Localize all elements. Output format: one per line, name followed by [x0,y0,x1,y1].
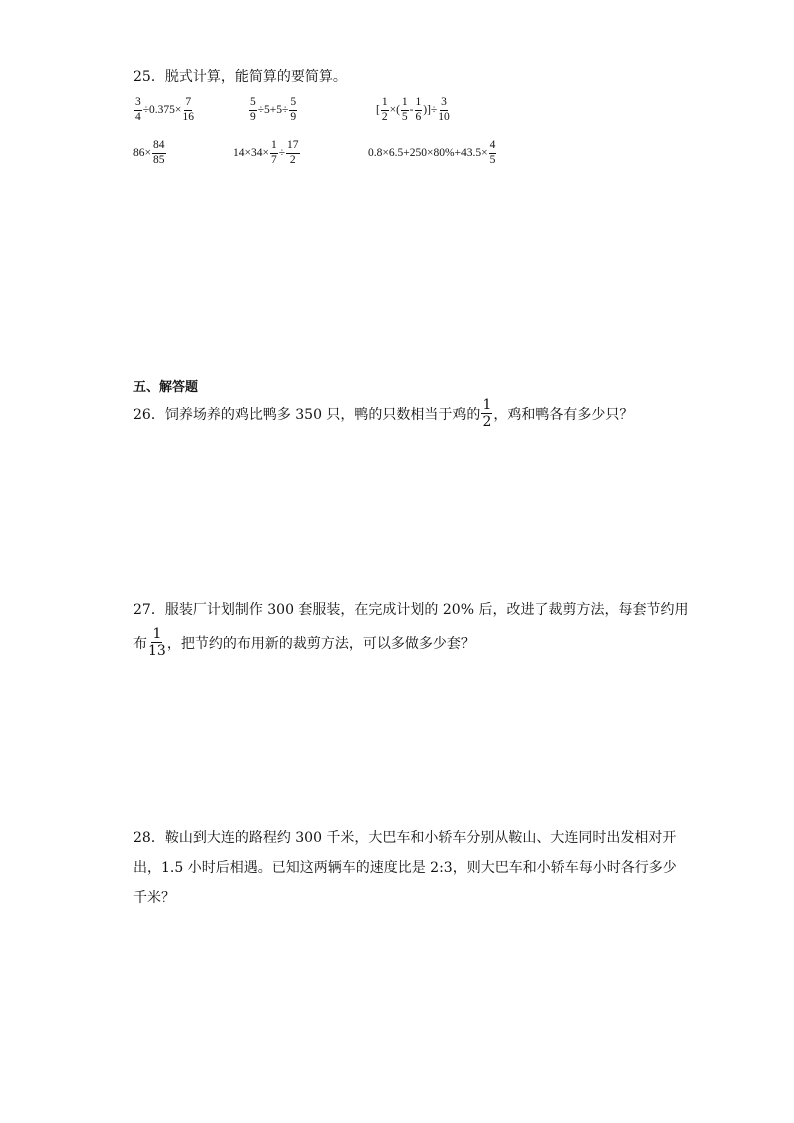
q28-line-1: 28．鞍山到大连的路程约 300 千米，大巴车和小轿车分别从鞍山、大连同时出发相对开 [133,830,677,846]
q25-expr-2: $\frac{5}{9}$ ÷5+5÷ $\frac{5}{9}$ [250,96,297,123]
q25-expr-3: [ $\frac{1}{2}$ ×( $\frac{1}{5}$ - $\frac{1}{6}$ )]÷ $\frac{3}{10}$ [376,96,450,123]
fraction: $\frac{5}{9}$ [250,96,256,123]
section-heading: 五、解答题 [133,380,199,395]
q27-line-1: 27．服装厂计划制作 300 套服装，在完成计划的 20% 后，改进了裁剪方法，每套节约用 [133,602,689,618]
fraction: $\frac{17}{2}$ [287,139,299,166]
fraction: $\frac{1}{13}$ [148,626,166,659]
fraction: $\frac{5}{9}$ [290,96,297,123]
q26-text: 26．饲养场养的鸡比鸭多 350 只，鸭的只数相当于鸡的 $\frac{1}{2}$ ，鸡和鸭各有多少只？ [133,397,634,430]
q25-expr-4: 86× $\frac{84}{85}$ [133,139,165,166]
fraction: $\frac{1}{2}$ [381,96,388,123]
fraction: $\frac{4}{5}$ [489,139,496,166]
q25-expr-6: 0.8×6.5+250×80%+43.5× $\frac{4}{5}$ [368,139,496,166]
fraction: $\frac{7}{16}$ [182,96,194,123]
q25-expr-1: $\frac{3}{4}$ ÷0.375× $\frac{7}{16}$ [135,96,194,123]
fraction: $\frac{84}{85}$ [153,139,165,166]
q27-line-2: 布 $\frac{1}{13}$ ，把节约的布用新的裁剪方法，可以多做多少套？ [133,626,475,659]
fraction: $\frac{1}{5}$ [401,96,408,123]
fraction: $\frac{3}{10}$ [438,96,450,123]
q25-expr-5: 14×34× $\frac{1}{7}$ ÷ $\frac{17}{2}$ [233,139,299,166]
fraction: $\frac{1}{2}$ [482,397,492,430]
fraction: $\frac{1}{6}$ [415,96,422,123]
q28-line-3: 千米？ [133,890,175,906]
q28-line-2: 出，1.5 小时后相遇。已知这两辆车的速度比是 2:3，则大巴车和小轿车每小时各行多少 [133,860,677,876]
fraction: $\frac{3}{4}$ [135,96,141,123]
q25-title: 25．脱式计算，能简算的要简算。 [133,69,347,85]
fraction: $\frac{1}{7}$ [270,139,277,166]
